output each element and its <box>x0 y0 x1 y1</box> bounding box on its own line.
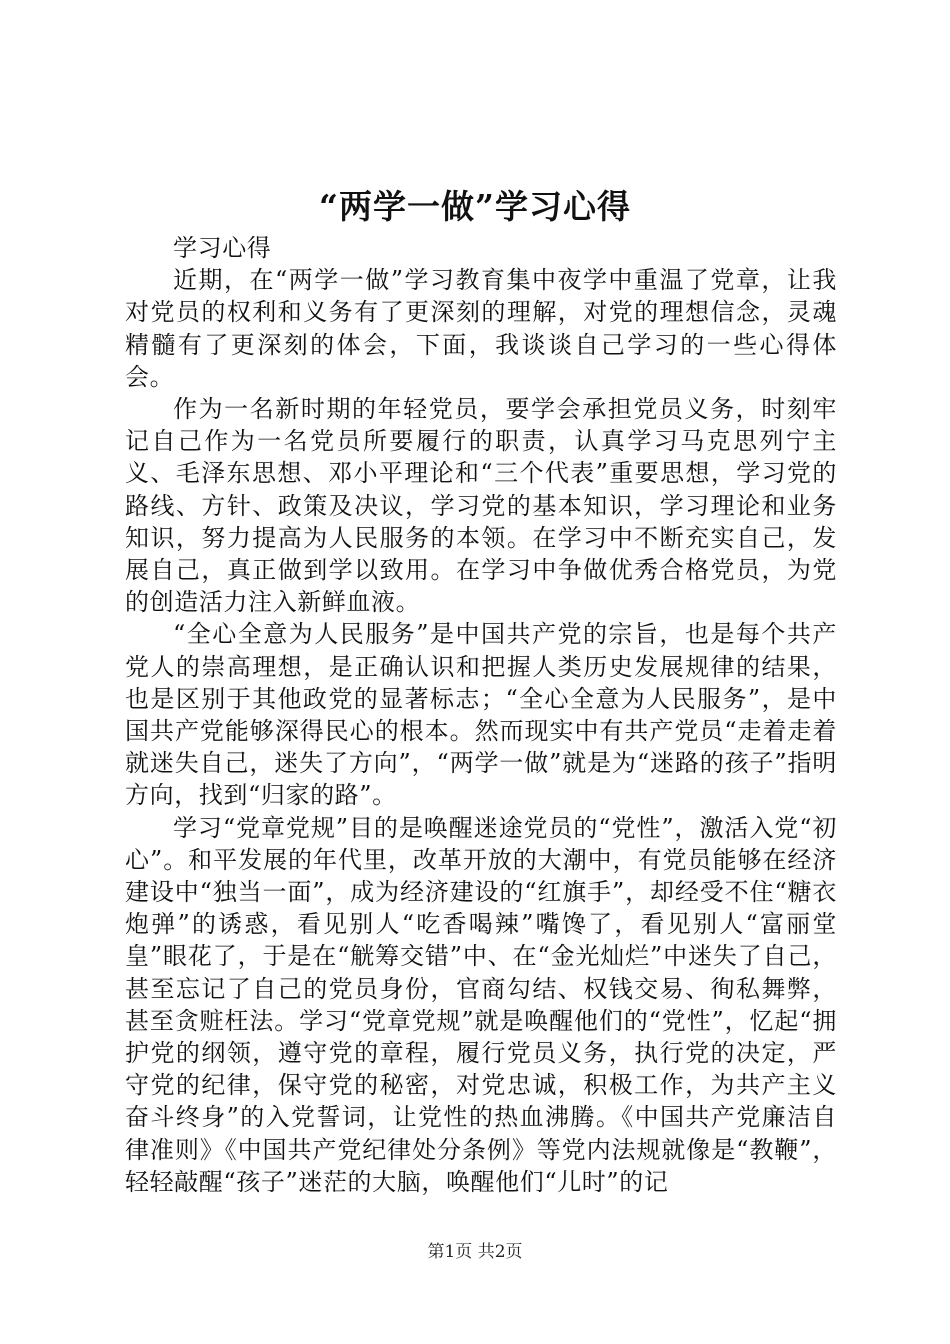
paragraph: 作为一名新时期的年轻党员，要学会承担党员义务，时刻牢记自己作为一名党员所要履行的职责，认真学习马克思列宁主义、毛泽东思想、邓小平理论和“三个代表”重要思想，学习党的路线、方针、政策及决议，学习党的基本知识，学习理论和业务知识，努力提高为人民服务的本领。在学习中不断充实自己，发展自己，真正做到学以致用。在学习中争做优秀合格党员，为党的创造活力注入新鲜血液。 <box>125 395 837 617</box>
page-footer: 第1页 共2页 <box>427 1242 523 1262</box>
paragraph: 近期，在“两学一做”学习教育集中夜学中重温了党章，让我对党员的权利和义务有了更深刻的理解，对党的理想信念，灵魂精髓有了更深刻的体会，下面，我谈谈自己学习的一些心得体会。 <box>125 266 837 391</box>
paragraph-subtitle: 学习心得 <box>173 234 272 262</box>
paragraph: “全心全意为人民服务”是中国共产党的宗旨，也是每个共产党人的崇高理想，是正确认识和把握人类历史发展规律的结果，也是区别于其他政党的显著标志；“全心全意为人民服务”，是中国共产党能够深得民心的根本。然而现实中有共产党员“走着走着就迷失自己，迷失了方向”，“两学一做”就是为“迷路的孩子”指明方向，找到“归家的路”。 <box>125 620 837 810</box>
document-title: “两学一做”学习心得 <box>319 187 631 226</box>
paragraph: 学习“党章党规”目的是唤醒迷途党员的“党性”，激活入党“初心”。和平发展的年代里，改革开放的大潮中，有党员能够在经济建设中“独当一面”，成为经济建设的“红旗手”，却经受不住“糖衣炮弹”的诱惑，看见别人“吃香喝辣”嘴馋了，看见别人“富丽堂皇”眼花了，于是在“觥筹交错”中、在“金光灿烂”中迷失了自己，甚至忘记了自己的党员身份，官商勾结、权钱交易、徇私舞弊，甚至贪赃枉法。学习“党章党规”就是唤醒他们的“党性”，忆起“拥护党的纲领，遵守党的章程，履行党员义务，执行党的决定，严守党的纪律，保守党的秘密，对党忠诚，积极工作，为共产主义奋斗终身”的入党誓词，让党性的热血沸腾。《中国共产党廉洁自律准则》《中国共产党纪律处分条例》等党内法规就像是“教鞭”，轻轻敲醒“孩子”迷茫的大脑，唤醒他们“儿时”的记 <box>125 813 837 1196</box>
document-body <box>125 232 837 1198</box>
